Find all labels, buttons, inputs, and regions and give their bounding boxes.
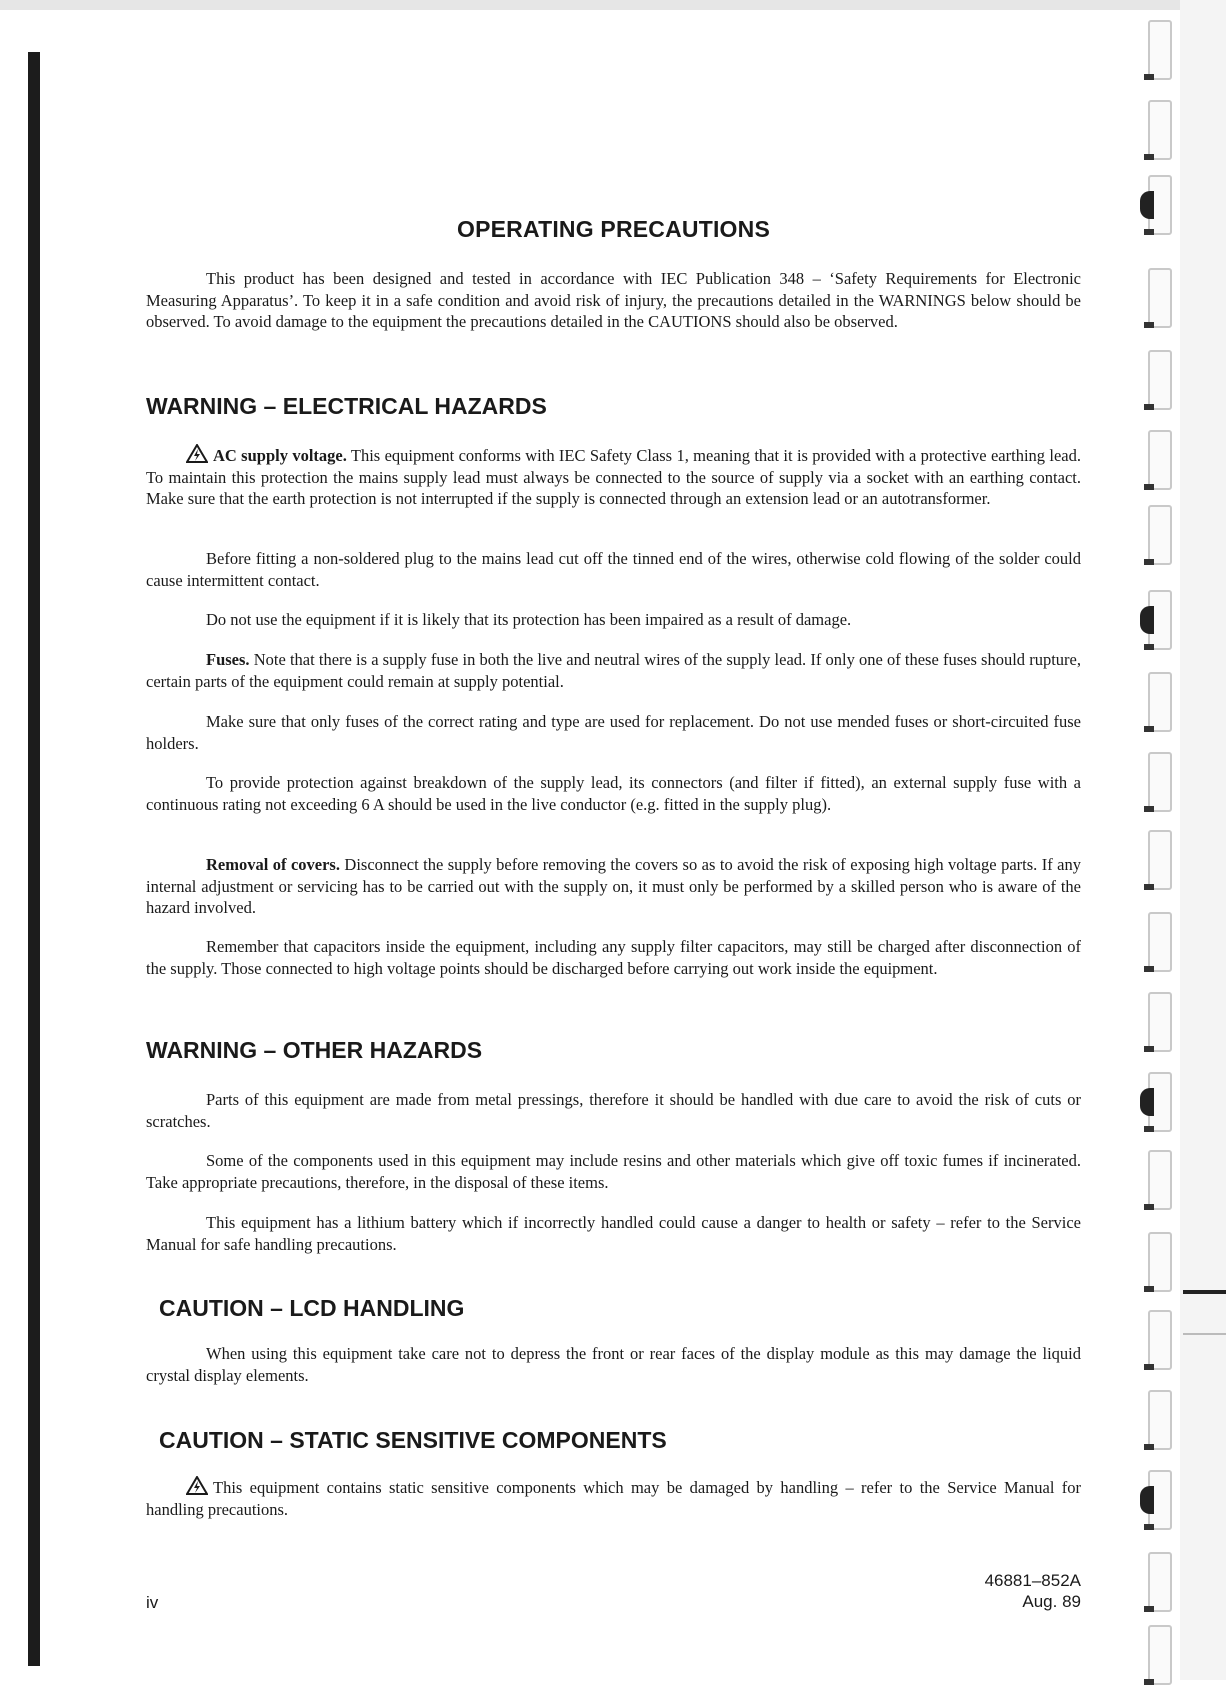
damage-paragraph: Do not use the equipment if it is likely that its protection has been impaired as a result of damage. [206, 610, 852, 629]
binding-ring [1148, 912, 1172, 972]
binding-ring [1148, 830, 1172, 890]
page-title: OPERATING PRECAUTIONS [456, 216, 770, 242]
plug-paragraph: Before fitting a non-soldered plug to the mains lead cut off the tinned end of the wires, otherwise cold flowing of the solder could cause intermittent contact. [146, 549, 1081, 590]
static-paragraph: This equipment contains static sensitive components which may be damaged by handling – refer to the Service Manual for handling precautions. [146, 1478, 1081, 1519]
lithium-battery-paragraph: This equipment has a lithium battery which if incorrectly handled could cause a danger to health or safety – refer to the Service Manual for safe handling precautions. [146, 1213, 1081, 1254]
binding-ring [1148, 1552, 1172, 1612]
binding-ring [1148, 1470, 1172, 1530]
lcd-paragraph: When using this equipment take care not to depress the front or rear faces of the display module as this may damage the liquid crystal display elements. [146, 1344, 1081, 1385]
metal-pressings-paragraph: Parts of this equipment are made from metal pressings, therefore it should be handled with due care to avoid the risk of cuts or scratches. [146, 1090, 1081, 1131]
document-date: Aug. 89 [1022, 1592, 1081, 1611]
binding-ring [1148, 1072, 1172, 1132]
page-tab-mark-shadow [1183, 1333, 1226, 1335]
binding-ring [1148, 590, 1172, 650]
binding-ring [1148, 268, 1172, 328]
document-number: 46881–852A [984, 1571, 1081, 1590]
binding-ring [1148, 175, 1172, 235]
fuse-rating-paragraph: Make sure that only fuses of the correct rating and type are used for replacement. Do not use mended fuses or short-circuited fuse holders. [146, 712, 1081, 753]
binding-ring [1148, 992, 1172, 1052]
ac-supply-paragraph: AC supply voltage. This equipment conforms with IEC Safety Class 1, meaning that it is provided with a protective earthing lead. To maintain this protection the mains supply lead must always be connected to the source of supply via a socket with an earthing contact. Make sure that the earth protection is not interrupted if the supply is connected through an extension lead or an autotransformer. [146, 446, 1081, 508]
external-fuse-paragraph: To provide protection against breakdown of the supply lead, its connectors (and filter if fitted), an external supply fuse with a continuous rating not exceeding 6 A should be used in the live conductor (e.g. fitted in the supply plug). [146, 773, 1081, 814]
document-reference [985, 1570, 1081, 1612]
electrical-hazards-heading: WARNING – ELECTRICAL HAZARDS [146, 393, 547, 419]
scan-left-edge [28, 52, 40, 1666]
binding-ring [1148, 100, 1172, 160]
warning-triangle-icon [186, 1476, 208, 1495]
other-hazards-heading: WARNING – OTHER HAZARDS [146, 1037, 483, 1063]
binding-ring [1148, 350, 1172, 410]
binding-ring [1148, 1310, 1172, 1370]
scan-right-margin [1180, 0, 1226, 1680]
binding-ring [1148, 505, 1172, 565]
fuses-paragraph: Fuses. Note that there is a supply fuse in both the live and neutral wires of the supply lead. If only one of these fuses should rupture, certain parts of the equipment could remain at supply potential. [146, 650, 1081, 691]
binding-ring [1148, 1150, 1172, 1210]
lcd-handling-heading: CAUTION – LCD HANDLING [159, 1295, 465, 1321]
static-sensitive-heading: CAUTION – STATIC SENSITIVE COMPONENTS [159, 1427, 667, 1453]
binding-ring [1148, 20, 1172, 80]
page-number: iv [146, 1593, 159, 1612]
page-tab-mark [1183, 1290, 1226, 1294]
scan-top-edge [0, 0, 1226, 10]
capacitors-paragraph: Remember that capacitors inside the equipment, including any supply filter capacitors, may still be charged after disconnection of the supply. Those connected to high voltage points should be discharged before carrying out work inside the equipment. [146, 937, 1081, 978]
binding-ring [1148, 430, 1172, 490]
warning-triangle-icon [186, 444, 208, 463]
binding-ring [1148, 1625, 1172, 1685]
binding-ring [1148, 672, 1172, 732]
binding-ring [1148, 752, 1172, 812]
removal-covers-paragraph: Removal of covers. Disconnect the supply before removing the covers so as to avoid the risk of exposing high voltage parts. If any internal adjustment or servicing has to be carried out with the supply on, it must only be performed by a skilled person who is aware of the hazard involved. [146, 855, 1081, 917]
intro-paragraph: This product has been designed and tested in accordance with IEC Publication 348 – ‘Safety Requirements for Electronic Measuring Apparatus’. To keep it in a safe condition and avoid risk of injury, the precautions detailed in the WARNINGS below should be observed. To avoid damage to the equipment the precautions detailed in the CAUTIONS should also be observed. [146, 269, 1081, 331]
binding-ring [1148, 1390, 1172, 1450]
toxic-fumes-paragraph: Some of the components used in this equipment may include resins and other materials which give off toxic fumes if incinerated. Take appropriate precautions, therefore, in the disposal of these items. [146, 1151, 1081, 1192]
ring-binding [1140, 0, 1180, 1680]
binding-ring [1148, 1232, 1172, 1292]
